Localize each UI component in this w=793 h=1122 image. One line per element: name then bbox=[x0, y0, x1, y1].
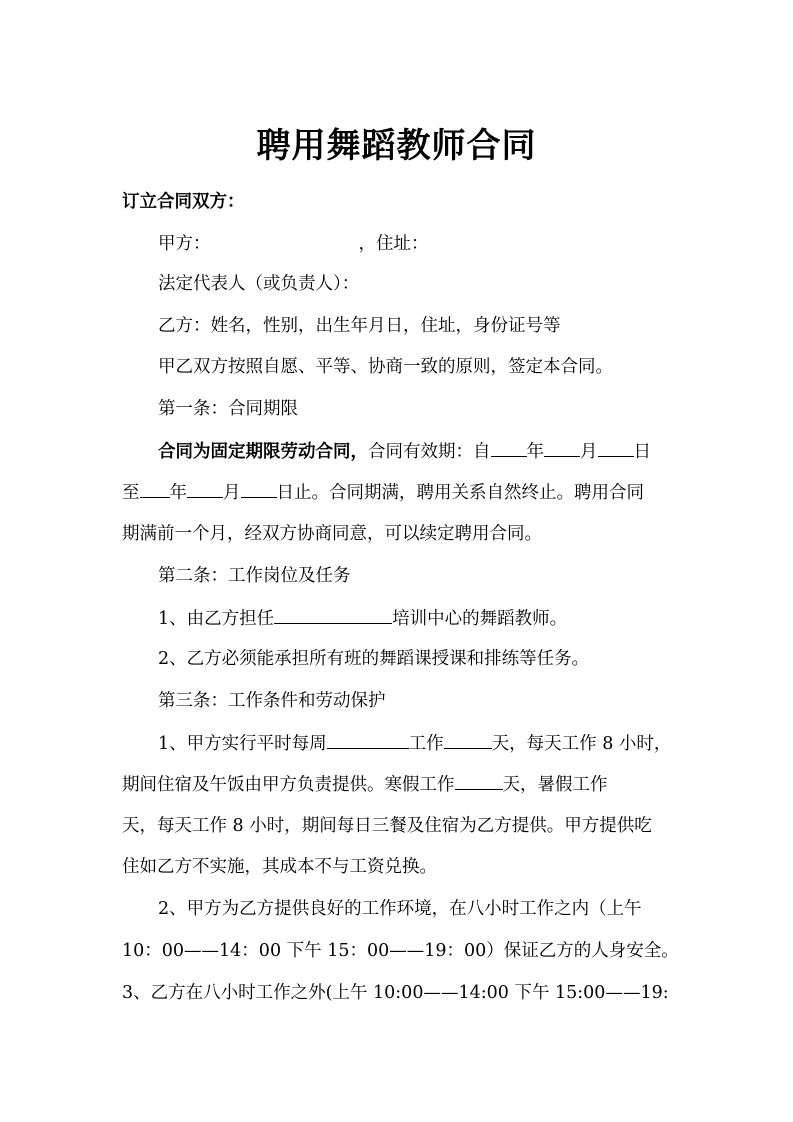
article-1-line-2 bbox=[122, 479, 682, 506]
summer-break-label: 天，暑假工作 bbox=[502, 775, 608, 795]
article-3-item-1-line-1 bbox=[158, 730, 682, 757]
start-month-blank bbox=[544, 438, 580, 457]
year-label: 年 bbox=[169, 483, 187, 503]
daily-hours-text: 天，每天工作 8 小时， bbox=[491, 734, 672, 754]
start-day-blank bbox=[598, 438, 634, 457]
winter-days-blank bbox=[455, 771, 503, 790]
term-end-text: 日止。合同期满，聘用关系自然终止。聘用合同 bbox=[276, 483, 644, 503]
party-b-line: 乙方：姓名，性别，出生年月日，住址，身份证号等 bbox=[158, 316, 561, 336]
work-days-blank bbox=[444, 730, 492, 749]
article-1-line-1 bbox=[158, 438, 682, 465]
end-day-blank bbox=[241, 479, 277, 498]
term-from-label: 合同有效期：自 bbox=[368, 442, 491, 462]
term-to-label: 至 bbox=[122, 483, 140, 503]
article-3-item-3-line-1: 3、乙方在八小时工作之外(上午 10:00——14:00 下午 15:00——19: bbox=[122, 983, 669, 1003]
article-3-item-2-line-2: 10：00——14：00 下午 15：00——19：00）保证乙方的人身安全。 bbox=[122, 941, 679, 961]
item-1-text: 1、由乙方担任 bbox=[158, 609, 275, 629]
article-3-item-1-line-2 bbox=[122, 771, 682, 798]
article-3-title: 第三条：工作条件和劳动保护 bbox=[158, 691, 386, 711]
weekly-label: 1、甲方实行平时每周 bbox=[158, 734, 327, 754]
winter-break-label: 期间住宿及午饭由甲方负责提供。寒假工作 bbox=[122, 775, 455, 795]
article-3-item-2-line-1: 2、甲方为乙方提供良好的工作环境，在八小时工作之内（上午 bbox=[158, 899, 642, 919]
article-2-title: 第二条：工作岗位及任务 bbox=[158, 566, 351, 586]
month-label: 月 bbox=[223, 483, 241, 503]
article-3-item-1-line-4: 住如乙方不实施，其成本不与工资兑换。 bbox=[122, 857, 437, 877]
article-3-item-1-line-3: 天，每天工作 8 小时，期间每日三餐及住宿为乙方提供。甲方提供吃 bbox=[122, 816, 652, 836]
party-a-line bbox=[158, 231, 682, 257]
legal-representative: 法定代表人（或负责人）： bbox=[158, 274, 360, 294]
document-title: 聘用舞蹈教师合同 bbox=[256, 126, 537, 166]
end-year-blank bbox=[140, 479, 170, 498]
article-1-line-3: 期满前一个月，经双方协商同意，可以续定聘用合同。 bbox=[122, 524, 542, 544]
item-1-text-end: 培训中心的舞蹈教师。 bbox=[392, 609, 568, 629]
year-label: 年 bbox=[526, 442, 544, 462]
start-year-blank bbox=[491, 438, 527, 457]
work-label: 工作 bbox=[408, 734, 444, 754]
parties-heading: 订立合同双方： bbox=[122, 192, 245, 212]
article-2-item-1 bbox=[158, 605, 682, 632]
principle-line: 甲乙双方按照自愿、平等、协商一致的原则，签定本合同。 bbox=[158, 357, 613, 377]
day-label: 日 bbox=[633, 442, 651, 462]
weekly-blank bbox=[327, 730, 409, 749]
article-1-title: 第一条：合同期限 bbox=[158, 399, 298, 419]
party-a-address-label: ，住址： bbox=[358, 234, 429, 254]
article-2-item-2: 2、乙方必须能承担所有班的舞蹈课授课和排练等任务。 bbox=[158, 649, 590, 669]
party-a-label: 甲方： bbox=[158, 234, 211, 254]
month-label: 月 bbox=[580, 442, 598, 462]
end-month-blank bbox=[187, 479, 223, 498]
article-1-bold: 合同为固定期限劳动合同， bbox=[158, 442, 368, 462]
training-center-blank bbox=[274, 605, 392, 624]
